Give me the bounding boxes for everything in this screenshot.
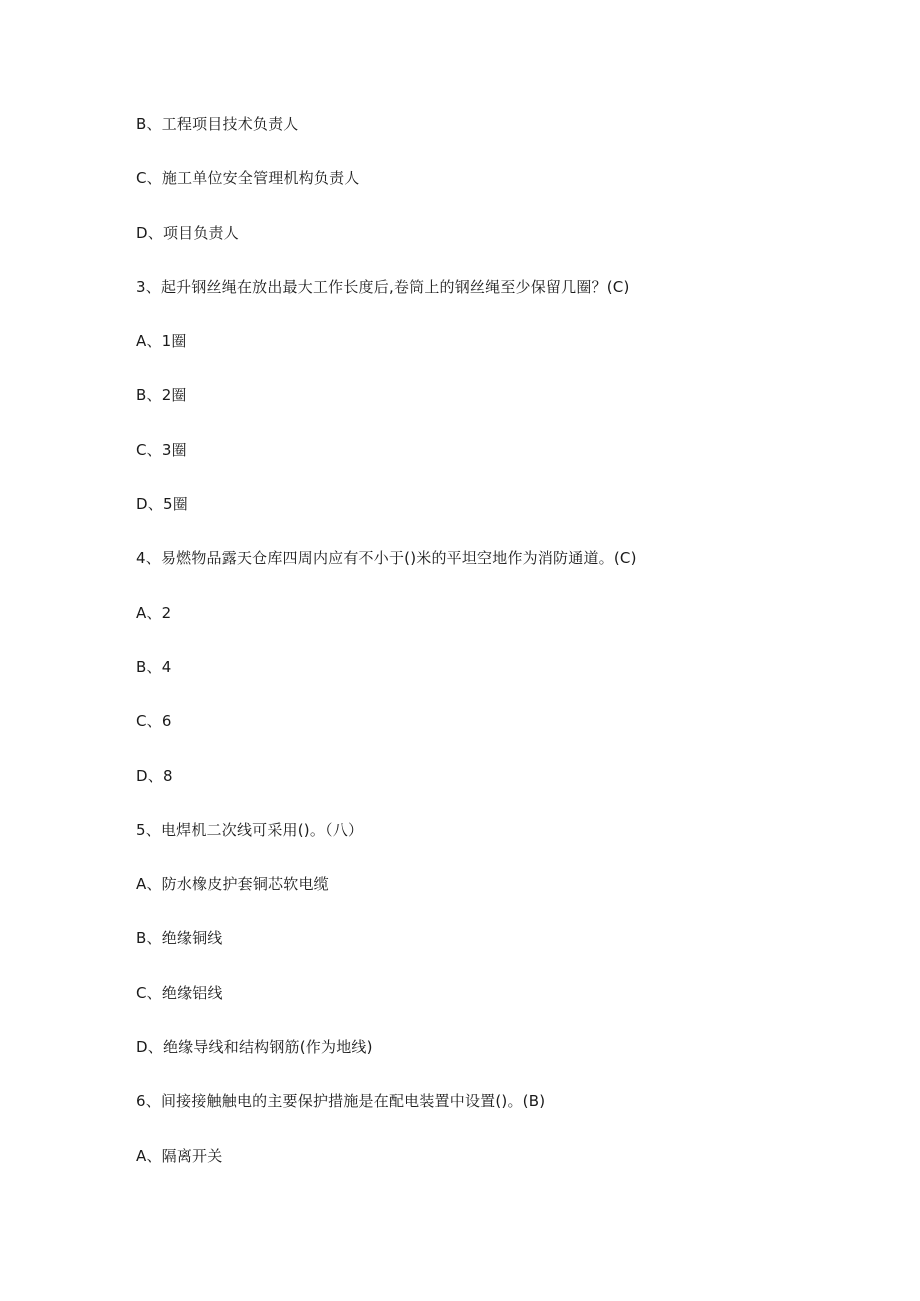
option-line: B、工程项目技术负责人	[136, 115, 299, 133]
option-line: A、2	[136, 603, 172, 622]
option-line: D、绝缘导线和结构钢筋(作为地线)	[136, 1038, 373, 1057]
option-line: D、8	[136, 766, 173, 785]
question-line: 6、间接接触触电的主要保护措施是在配电装置中设置()。(B)	[136, 1092, 546, 1111]
question-line: 5、电焊机二次线可采用()。（八）	[136, 820, 364, 839]
option-line: D、项目负责人	[136, 223, 239, 242]
option-line: C、3圈	[136, 440, 187, 459]
question-list	[136, 112, 876, 1198]
option-line: B、绝缘铜线	[136, 929, 223, 948]
option-line: A、1圈	[136, 332, 187, 351]
option-line: D、5圈	[136, 495, 188, 514]
question-line: 3、起升钢丝绳在放出最大工作长度后,卷筒上的钢丝绳至少保留几圈？(C)	[136, 277, 630, 296]
option-line: C、施工单位安全管理机构负责人	[136, 169, 360, 188]
question-line: 4、易燃物品露天仓库四周内应有不小于()米的平坦空地作为消防通道。(C)	[136, 549, 637, 568]
option-line: A、防水橡皮护套铜芯软电缆	[136, 875, 329, 894]
option-line: C、6	[136, 712, 172, 731]
option-line: C、绝缘铝线	[136, 983, 223, 1002]
option-line: A、隔离开关	[136, 1146, 223, 1165]
option-line: B、2圈	[136, 386, 187, 405]
option-line: B、4	[136, 657, 172, 676]
